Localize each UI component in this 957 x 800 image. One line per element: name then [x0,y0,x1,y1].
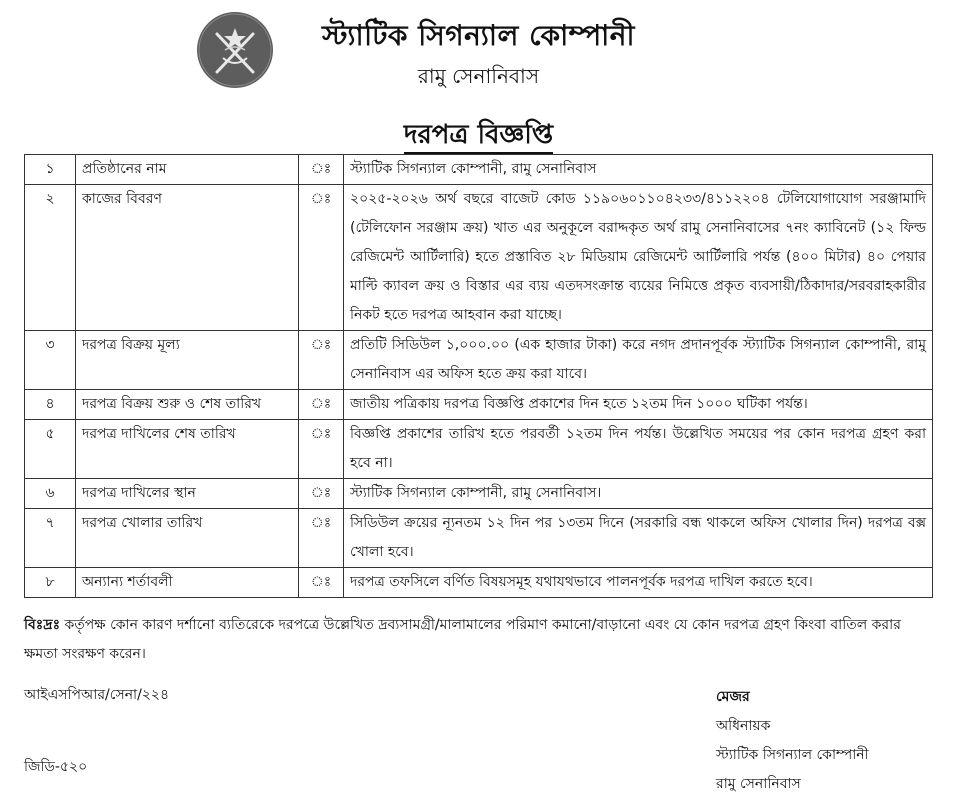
row-item: দরপত্র দাখিলের স্থান [76,479,299,509]
row-item: প্রতিষ্ঠানের নাম [76,155,299,185]
org-name: স্ট্যাটিক সিগন্যাল কোম্পানী [321,19,636,52]
row-colon: ঃ [299,185,344,331]
row-number: ২ [25,185,76,331]
row-colon: ঃ [299,479,344,509]
row-number: ১ [25,155,76,185]
row-item: অন্যান্য শর্তাবলী [76,568,299,598]
row-item: দরপত্র বিক্রয় শুরু ও শেষ তারিখ [76,390,299,420]
row-value: দরপত্র তফসিলে বর্ণিত বিষয়সমূহ যথাযথভাবে পালনপূর্বক দরপত্র দাখিল করতে হবে। [344,568,933,598]
row-number: ৭ [25,509,76,568]
org-place: রামু সেনানিবাস [417,64,540,88]
table-row [25,568,933,598]
row-colon: ঃ [299,390,344,420]
memo-number: আইএসপিআর/সেনা/২২৪ [24,687,170,703]
remark-note [24,611,933,669]
row-value: স্ট্যাটিক সিগন্যাল কোম্পানী, রামু সেনানিবাস [344,155,933,185]
table-row [25,420,933,479]
row-item: দরপত্র খোলার তারিখ [76,509,299,568]
table-row [25,185,933,331]
row-value: স্ট্যাটিক সিগন্যাল কোম্পানী, রামু সেনানিবাস। [344,479,933,509]
row-value: প্রতিটি সিডিউল ১,০০০.০০ (এক হাজার টাকা) করে নগদ প্রদানপূর্বক স্ট্যাটিক সিগন্যাল কোম্পানী, রামু সেনানিবাস এর অফিস হতে ক্রয় করা যাবে। [344,331,933,390]
row-number: ৫ [25,420,76,479]
row-item: কাজের বিবরণ [76,185,299,331]
row-value: ২০২৫-২০২৬ অর্থ বছরে বাজেট কোড ১১৯০৬০১১০৪২৩৩/৪১১২২০৪ টেলিযোগাযোগ সরঞ্জামাদি (টেলিফোন সরঞ্জাম ক্রয়) খাত এর অনুকূলে বরাদ্দকৃত অর্থ রামু সেনানিবাসের ৭নং ক্যাবিনেট (১২ ফিল্ড রেজিমেন্ট আর্টিলারি) হতে প্রস্তাবিত ২৮ মিডিয়াম রেজিমেন্ট আর্টিলারি পর্যন্ত (৪০০ মিটার) ৪০ পেয়ার মাল্টি ক্যাবল ক্রয় ও বিস্তার এর ব্যয় এতদসংক্রান্ত ব্যয়ের নিমিত্তে প্রকৃত ব্যবসায়ী/ঠিকাদার/সরবরাহকারীর নিকট হতে দরপত্র আহবান করা যাচ্ছে। [344,185,933,331]
row-colon: ঃ [299,420,344,479]
page-title [0,114,957,158]
row-number: ৬ [25,479,76,509]
row-colon: ঃ [299,331,344,390]
table-row [25,331,933,390]
row-number: ৩ [25,331,76,390]
row-colon: ঃ [299,155,344,185]
table-row [25,479,933,509]
row-item: দরপত্র দাখিলের শেষ তারিখ [76,420,299,479]
table-row [25,390,933,420]
row-colon: ঃ [299,568,344,598]
row-number: ৪ [25,390,76,420]
signatory-designation: অধিনায়ক [716,718,771,734]
title-text: দরপত্র বিজ্ঞপ্তি [404,120,553,154]
tender-details-table [24,154,933,598]
signatory-rank: মেজর [716,689,750,705]
row-value: সিডিউল ক্রয়ের ন্যূনতম ১২ দিন পর ১৩তম দিনে (সরকারি বন্ধ থাকলে অফিস খোলার দিন) দরপত্র বক্স খোলা হবে। [344,509,933,568]
signatory-place: রামু সেনানিবাস [716,776,801,792]
row-value: জাতীয় পত্রিকায় দরপত্র বিজ্ঞপ্তি প্রকাশের দিন হতে ১২তম দিন ১০০০ ঘটিকা পর্যন্ত। [344,390,933,420]
table-row [25,509,933,568]
row-number: ৮ [25,568,76,598]
signatory-unit: স্ট্যাটিক সিগন্যাল কোম্পানী [716,747,869,763]
remark-text: কর্তৃপক্ষ কোন কারণ দর্শানো ব্যতিরেকে দরপত্রে উল্লেখিত দ্রব্যসামগ্রী/মালামালের পরিমাণ কমানো/বাড়ানো এবং যে কোন দরপত্র গ্রহণ কিংবা বাতিল করার ক্ষমতা সংরক্ষণ করেন। [24,617,901,662]
remark-label: বিঃদ্রঃ [24,617,61,633]
table-row [25,155,933,185]
row-value: বিজ্ঞপ্তি প্রকাশের তারিখ হতে পরবর্তী ১২তম দিন পর্যন্ত। উল্লেখিত সময়ের পর কোন দরপত্র গ্রহণ করা হবে না। [344,420,933,479]
signature-block [716,683,869,799]
row-item: দরপত্র বিক্রয় মূল্য [76,331,299,390]
row-colon: ঃ [299,509,344,568]
gd-number: জিডি-৫২০ [24,759,88,775]
